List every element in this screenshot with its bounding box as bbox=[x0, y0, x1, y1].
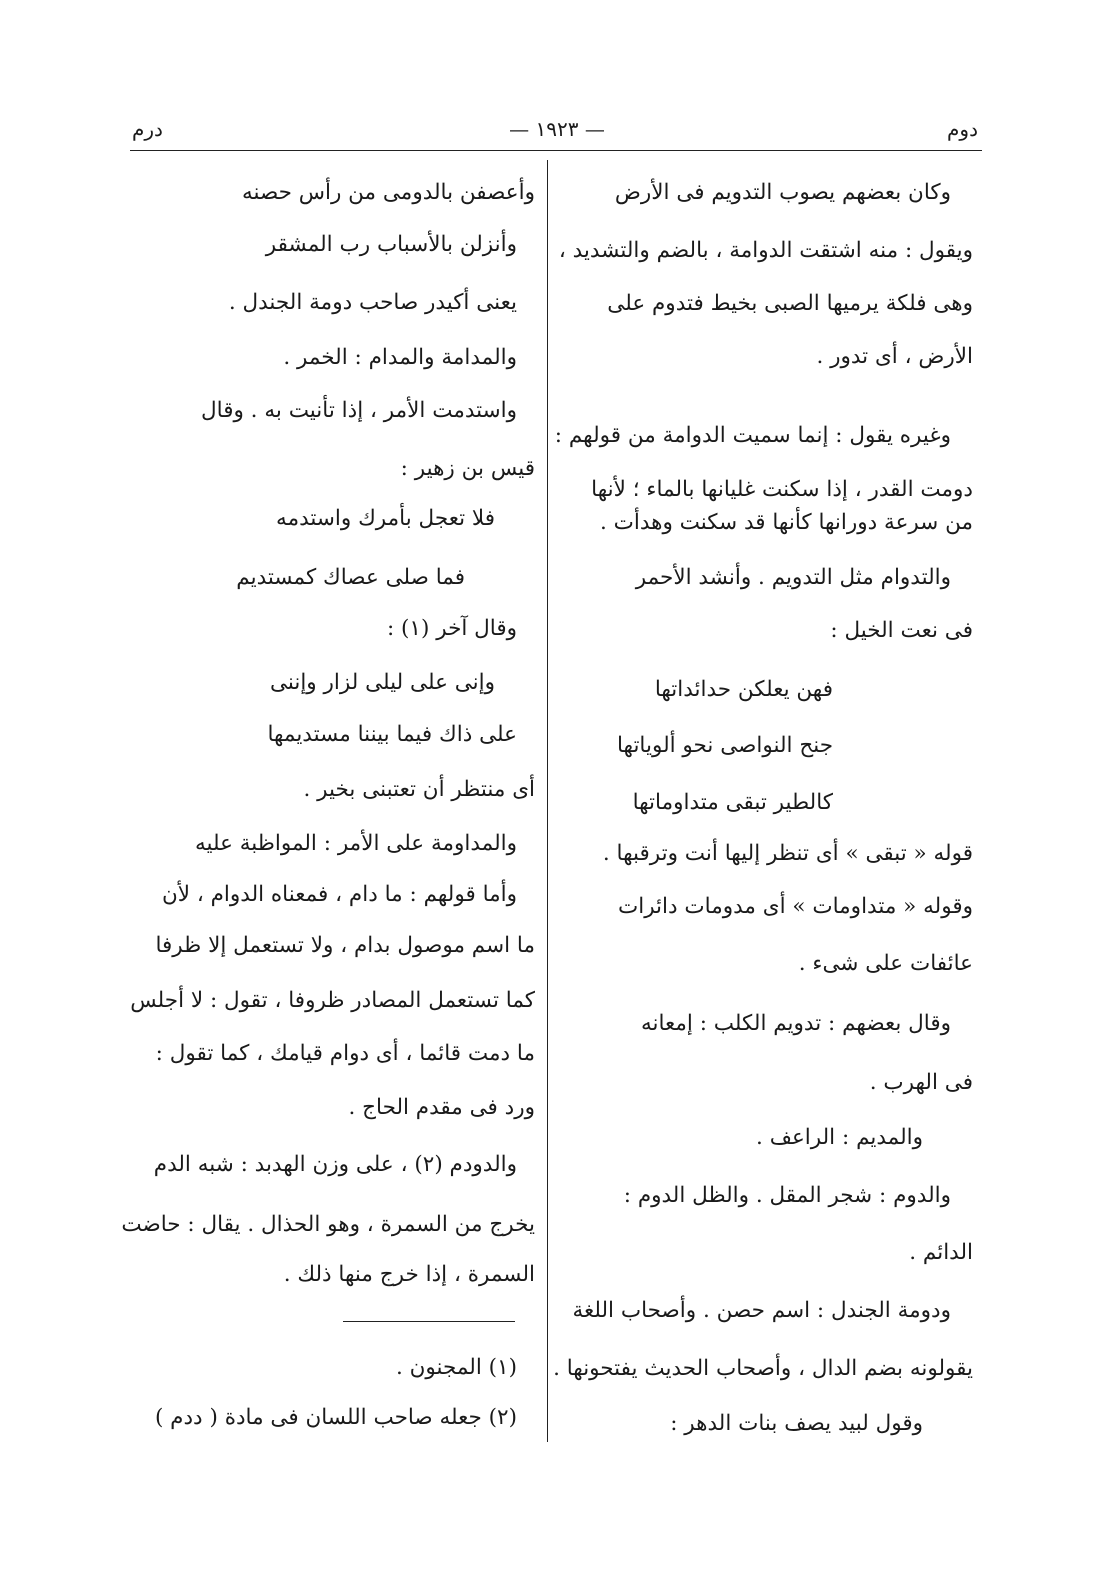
right-column-line: دومت القدر ، إذا سكنت غليانها بالماء ؛ لأنها bbox=[591, 477, 973, 502]
left-column-line: قيس بن زهير : bbox=[400, 456, 535, 481]
left-column-line: فما صلى عصاك كمستديم bbox=[236, 565, 465, 590]
right-column-line: جنح النواصى نحو ألوياتها bbox=[616, 733, 833, 758]
right-column-line: وقال بعضهم : تدويم الكلب : إمعانه bbox=[640, 1011, 951, 1036]
right-column-line: والمديم : الراعف . bbox=[756, 1125, 923, 1150]
left-column-line: والمداومة على الأمر : المواظبة عليه bbox=[194, 831, 517, 856]
right-column-line: عائفات على شىء . bbox=[798, 951, 973, 976]
page-number: — ١٩٢٣ — bbox=[509, 117, 605, 141]
left-column-line: واستدمت الأمر ، إذا تأنيت به . وقال bbox=[201, 398, 517, 423]
right-column-line: وغيره يقول : إنما سميت الدوامة من قولهم : bbox=[554, 423, 951, 448]
left-column-line: السمرة ، إذا خرج منها ذلك . bbox=[283, 1262, 535, 1287]
footnote-line: (٢) جعله صاحب اللسان فى مادة ( ددم ) bbox=[154, 1405, 517, 1430]
right-column-line: وقوله « متداومات » أى مدومات دائرات bbox=[617, 894, 973, 919]
right-column-line: الدائم . bbox=[909, 1240, 973, 1265]
right-column-line: والتدوام مثل التدويم . وأنشد الأحمر bbox=[635, 565, 951, 590]
header-rule bbox=[130, 150, 982, 151]
left-column-line: وقال آخر (١) : bbox=[386, 616, 517, 641]
left-column-line: وأما قولهم : ما دام ، فمعناه الدوام ، لأن bbox=[161, 882, 517, 907]
left-column-line: يخرج من السمرة ، وهو الحذال . يقال : حاضت bbox=[121, 1212, 535, 1237]
right-column-line: من سرعة دورانها كأنها قد سكنت وهدأت . bbox=[599, 510, 973, 535]
left-column-line: والمدامة والمدام : الخمر . bbox=[283, 345, 517, 370]
right-column-line: وقول لبيد يصف بنات الدهر : bbox=[670, 1411, 923, 1436]
right-column-line: قوله « تبقى » أى تنظر إليها أنت وترقبها . bbox=[602, 841, 973, 866]
right-column-line: فى نعت الخيل : bbox=[830, 618, 973, 643]
right-column-line: يقولونه بضم الدال ، وأصحاب الحديث يفتحونها . bbox=[553, 1356, 973, 1381]
left-column-line: ما دمت قائما ، أى دوام قيامك ، كما تقول : bbox=[155, 1041, 535, 1066]
left-column-line: وإنى على ليلى لزار وإننى bbox=[269, 670, 495, 695]
left-column-line: على ذاك فيما بيننا مستديمها bbox=[267, 722, 517, 747]
left-column-line: والدودم (٢) ، على وزن الهدبد : شبه الدم bbox=[153, 1152, 517, 1177]
right-column-line: وهى فلكة يرميها الصبى بخيط فتدوم على bbox=[607, 291, 973, 316]
right-column-line: فى الهرب . bbox=[869, 1070, 973, 1095]
left-column-line: يعنى أكيدر صاحب دومة الجندل . bbox=[228, 290, 517, 315]
right-column-line: فهن يعلكن حدائداتها bbox=[654, 677, 833, 702]
left-column-line: وأنزلن بالأسباب رب المشقر bbox=[265, 232, 517, 257]
left-column-line: أى منتظر أن تعتبنى بخير . bbox=[303, 777, 535, 802]
right-column-line: والدوم : شجر المقل . والظل الدوم : bbox=[623, 1183, 951, 1208]
right-column-line: الأرض ، أى تدور . bbox=[816, 344, 973, 369]
left-column-line: كما تستعمل المصادر ظروفا ، تقول : لا أجلس bbox=[130, 988, 535, 1013]
right-column-line: ويقول : منه اشتقت الدوامة ، بالضم والتشديد ، bbox=[558, 238, 973, 263]
left-column-line: ما اسم موصول بدام ، ولا تستعمل إلا ظرفا bbox=[155, 933, 535, 958]
right-column-line: ودومة الجندل : اسم حصن . وأصحاب اللغة bbox=[572, 1298, 951, 1323]
left-column-line: فلا تعجل بأمرك واستدمه bbox=[276, 506, 495, 531]
right-column-line: كالطير تبقى متداوماتها bbox=[632, 790, 833, 815]
column-divider bbox=[547, 160, 548, 1442]
right-column-line: وكان بعضهم يصوب التدويم فى الأرض bbox=[614, 180, 951, 205]
header-right-word: دوم bbox=[947, 117, 978, 141]
footnote-line: (١) المجنون . bbox=[395, 1355, 517, 1380]
left-column-line: ورد فى مقدم الحاج . bbox=[348, 1095, 535, 1120]
footnote-rule bbox=[343, 1321, 515, 1322]
left-column-line: وأعصفن بالدومى من رأس حصنه bbox=[241, 180, 535, 205]
header-left-word: درم bbox=[132, 117, 163, 141]
